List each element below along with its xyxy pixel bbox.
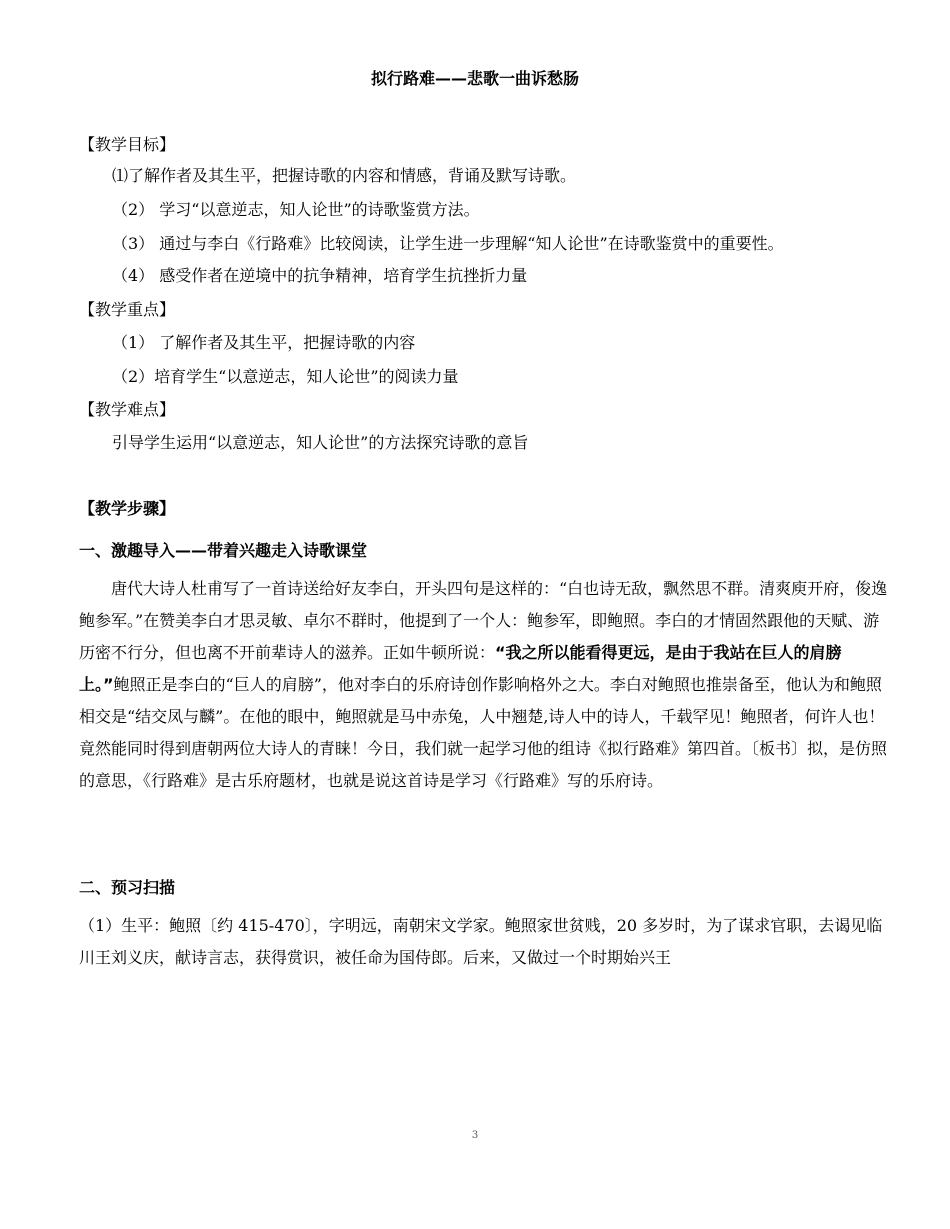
quote-bold: “我之所以能看得更远，是由于我站在巨人的肩膀上。” bbox=[79, 643, 842, 694]
section1-heading: 一、激趣导入——带着兴趣走入诗歌课堂 bbox=[79, 541, 368, 560]
steps-heading: 【教学步骤】 bbox=[79, 499, 176, 518]
page-number: 3 bbox=[471, 1130, 479, 1141]
document-title: 拟行路难——悲歌一曲诉愁肠 bbox=[370, 69, 579, 88]
goal-item: （2） 学习“以意逆志，知人论世”的诗歌鉴赏方法。 bbox=[112, 200, 480, 219]
section2-heading: 二、预习扫描 bbox=[79, 878, 176, 897]
key-points-heading: 【教学重点】 bbox=[79, 300, 176, 319]
key-point-item: （2）培育学生“以意逆志，知人论世”的阅读力量 bbox=[112, 367, 459, 386]
difficulty-heading: 【教学难点】 bbox=[79, 400, 176, 419]
paragraph-text: 唐代大诗人杜甫写了一首诗送给好友李白，开头四句是这样的：“白也诗无敌，飘然思不群。清爽庾开府，俊逸鲍参军。”在赞美李白才思灵敏、卓尔不群时，他提到了一个人：鲍参军，即鲍照。李白的才情固然跟他的天赋、游历密不行分，但也离不开前辈诗人的滋养。正如牛顿所说： bbox=[79, 579, 888, 662]
goal-item: ⑴了解作者及其生平，把握诗歌的内容和情感，背诵及默写诗歌。 bbox=[112, 166, 577, 185]
goal-item: （3） 通过与李白《行路难》比较阅读，让学生进一步理解“知人论世”在诗歌鉴赏中的重要性。 bbox=[112, 234, 784, 253]
section2-paragraph: （1）生平：鲍照〔约 415-470〕，字明远，南朝宋文学家。鲍照家世贫贱，20 多岁时，为了谋求官职，去谒见临川王刘义庆，献诗言志，获得赏识，被任命为国侍郎。后来，又做过一个时期始兴王 bbox=[79, 916, 883, 967]
goal-item: （4） 感受作者在逆境中的抗争精神，培育学生抗挫折力量 bbox=[112, 266, 528, 285]
key-point-item: （1） 了解作者及其生平，把握诗歌的内容 bbox=[112, 333, 416, 352]
section1-paragraph bbox=[79, 573, 889, 797]
difficulty-text: 引导学生运用“以意逆志，知人论世”的方法探究诗歌的意旨 bbox=[112, 433, 529, 452]
paragraph-text: 鲍照正是李白的“巨人的肩膀”，他对李白的乐府诗创作影响格外之大。李白对鲍照也推崇备至，他认为和鲍照相交是“结交凤与麟”。在他的眼中，鲍照就是马中赤兔，人中翘楚,诗人中的诗人，千载罕见！鲍照者，何许人也！竟然能同时得到唐朝两位大诗人的青睐！今日，我们就一起学习他的组诗《拟行路难》第四首。〔板书〕拟，是仿照的意思，《行路难》是古乐府题材，也就是说这首诗是学习《行路难》写的乐府诗。 bbox=[79, 675, 888, 790]
goals-heading: 【教学目标】 bbox=[79, 135, 176, 154]
